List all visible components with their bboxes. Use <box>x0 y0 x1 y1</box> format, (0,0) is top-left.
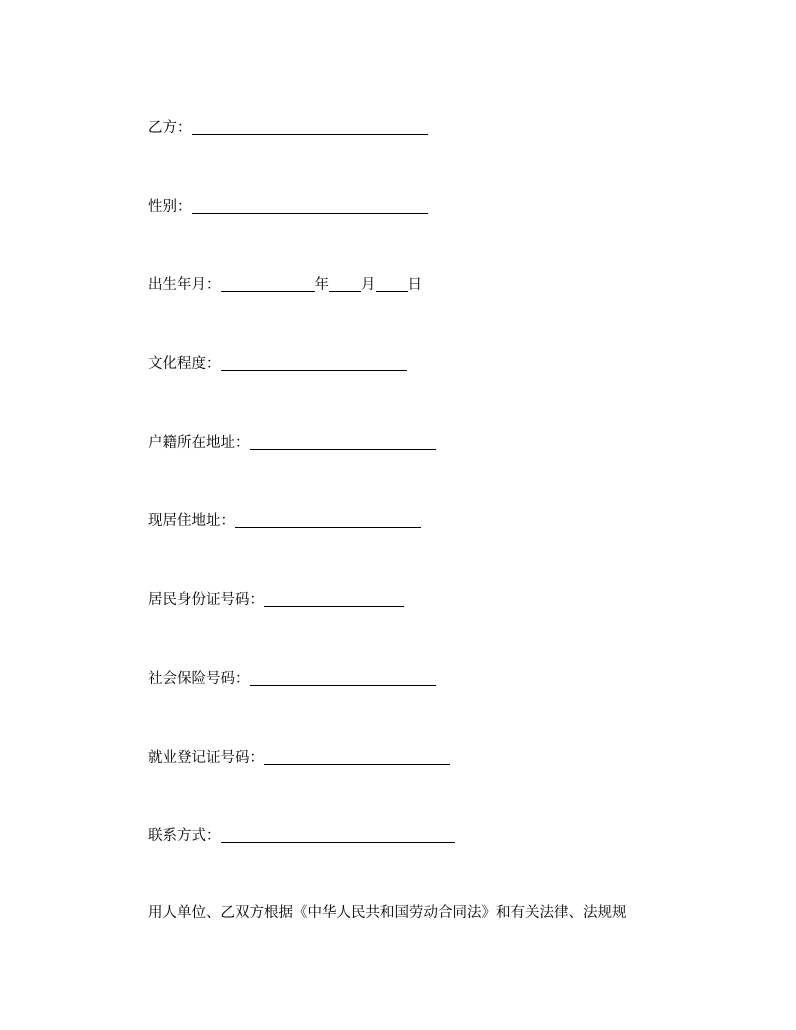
household-address-blank[interactable] <box>250 435 436 450</box>
education-row <box>148 354 407 374</box>
birth-row <box>148 275 422 295</box>
social-security-label: 社会保险号码： <box>148 671 250 687</box>
social-security-blank[interactable] <box>250 671 436 686</box>
household-address-label: 户籍所在地址： <box>148 435 250 451</box>
id-number-blank[interactable] <box>264 592 404 607</box>
education-blank[interactable] <box>221 356 407 371</box>
birth-label: 出生年月： <box>148 277 221 293</box>
contact-row <box>148 826 455 846</box>
birth-year-blank[interactable] <box>221 277 315 292</box>
id-number-row <box>148 590 404 610</box>
birth-month-blank[interactable] <box>329 277 361 292</box>
party-b-blank[interactable] <box>192 120 428 135</box>
current-address-label: 现居住地址： <box>148 513 235 529</box>
id-number-label: 居民身份证号码： <box>148 592 264 608</box>
employment-registration-row <box>148 748 450 768</box>
current-address-row <box>148 511 421 531</box>
contact-label: 联系方式： <box>148 828 221 844</box>
party-b-row <box>148 118 428 138</box>
birth-month-unit: 月 <box>361 277 376 293</box>
household-address-row <box>148 433 436 453</box>
current-address-blank[interactable] <box>235 513 421 528</box>
education-label: 文化程度： <box>148 356 221 372</box>
party-b-label: 乙方： <box>148 120 192 136</box>
birth-year-unit: 年 <box>314 277 329 293</box>
gender-label: 性别： <box>148 199 192 215</box>
social-security-row <box>148 669 436 689</box>
contract-paragraph: 用人单位、乙双方根据《中华人民共和国劳动合同法》和有关法律、法规规 <box>148 905 627 921</box>
contact-blank[interactable] <box>221 828 455 843</box>
gender-blank[interactable] <box>192 199 428 214</box>
employment-registration-label: 就业登记证号码： <box>148 750 264 766</box>
employment-registration-blank[interactable] <box>264 750 450 765</box>
birth-day-blank[interactable] <box>376 277 408 292</box>
gender-row <box>148 197 428 217</box>
birth-day-unit: 日 <box>407 277 422 293</box>
